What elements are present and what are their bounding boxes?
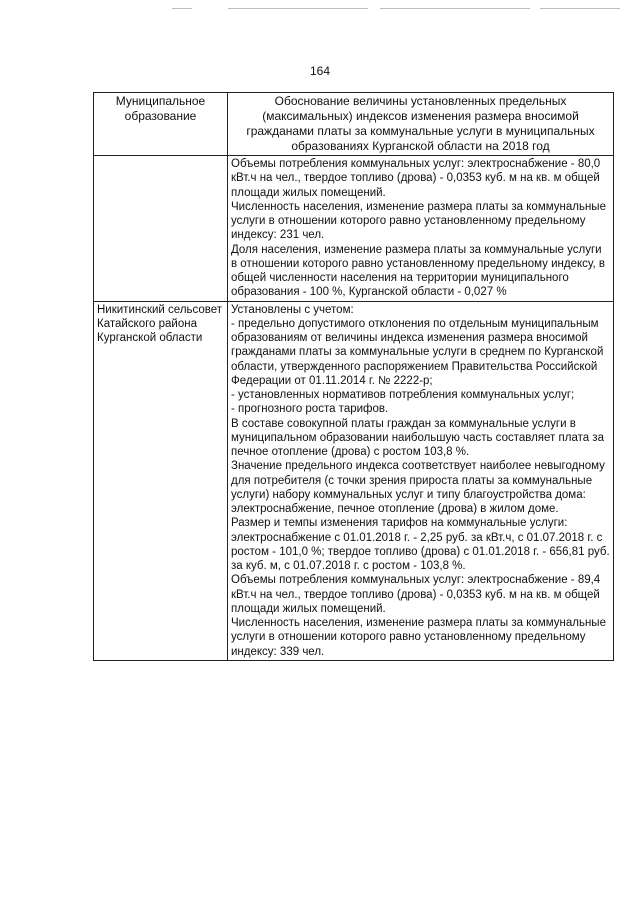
header-justification: Обоснование величины установленных предельных (максимальных) индексов изменения размера вносимой гражданами платы за коммунальные услуги в муниципальных образованиях Курганской области на 2018 год (228, 93, 614, 156)
paragraph: В составе совокупной платы граждан за коммунальные услуги в муниципальном образовании наибольшую часть составляет плата за печное отопление (дрова) с ростом 103,8 %. (231, 417, 604, 458)
scan-artifact (380, 8, 530, 9)
paragraph: Размер и темпы изменения тарифов на коммунальные услуги: (231, 517, 568, 530)
municipality-cell (94, 156, 228, 302)
paragraph: - прогнозного роста тарифов. (231, 403, 389, 416)
scan-artifact (228, 8, 368, 9)
paragraph: Численность населения, изменение размера платы за коммунальные услуги в отношении которого равно установленному предельному индексу: 231 чел. (231, 200, 606, 242)
paragraph: Объемы потребления коммунальных услуг: электроснабжение - 89,4 кВт.ч на чел., твердое топливо (дрова) - 0,0353 куб. м на кв. м общей площади жилых помещений. (231, 574, 601, 615)
justification-table (93, 92, 614, 661)
paragraph: - установленных нормативов потребления коммунальных услуг; (231, 389, 575, 401)
paragraph: Установлены с учетом: (231, 303, 354, 316)
scan-artifact (172, 8, 192, 9)
header-municipality: Муниципальное образование (94, 93, 228, 156)
paragraph: электроснабжение с 01.01.2018 г. - 2,25 руб. за кВт.ч, с 01.07.2018 г. с ростом - 101,0 %; твердое топливо (дрова) с 01.01.2018 г. - 656,81 руб. за куб. м, с 01.07.2018 г. с ростом - 103,8 %. (231, 531, 610, 572)
paragraph: - предельно допустимого отклонения по отдельным муниципальным образованиям от величины индекса изменения размера вносимой гражданами платы за коммунальные услуги в среднем по Курганской области, утвержденного распоряжением Правительства Российской Федерации от 01.11.2014 г. № 2222-р; (231, 317, 604, 387)
paragraph: Доля населения, изменение размера платы за коммунальные услуги в отношении которого равно установленному предельному индексу, в общей численности населения на территории муниципального образования - 100 %, Курганской области - 0,027 % (231, 243, 605, 299)
paragraph: Объемы потребления коммунальных услуг: электроснабжение - 80,0 кВт.ч на чел., твердое топливо (дрова) - 0,0353 куб. м на кв. м общей площади жилых помещений. (231, 158, 601, 199)
paragraph: Численность населения, изменение размера платы за коммунальные услуги в отношении которого равно установленному предельному индексу: 339 чел. (231, 617, 606, 658)
page-number: 164 (309, 64, 331, 78)
table-row (94, 301, 614, 660)
justification-cell (228, 301, 614, 660)
scan-artifact (540, 8, 620, 9)
paragraph: электроснабжение, печное отопление (дрова) в жилом доме. (231, 503, 559, 515)
justification-cell (228, 156, 614, 302)
table-header-row (94, 93, 614, 156)
table-row (94, 156, 614, 302)
paragraph: Значение предельного индекса соответствует наиболее невыгодному для потребителя (с точки зрения прироста платы за коммунальные услуги) набору коммунальных услуг и типу благоустройства дома: (231, 460, 605, 501)
municipality-cell: Никитинский сельсовет Катайского района Курганской области (94, 301, 228, 660)
